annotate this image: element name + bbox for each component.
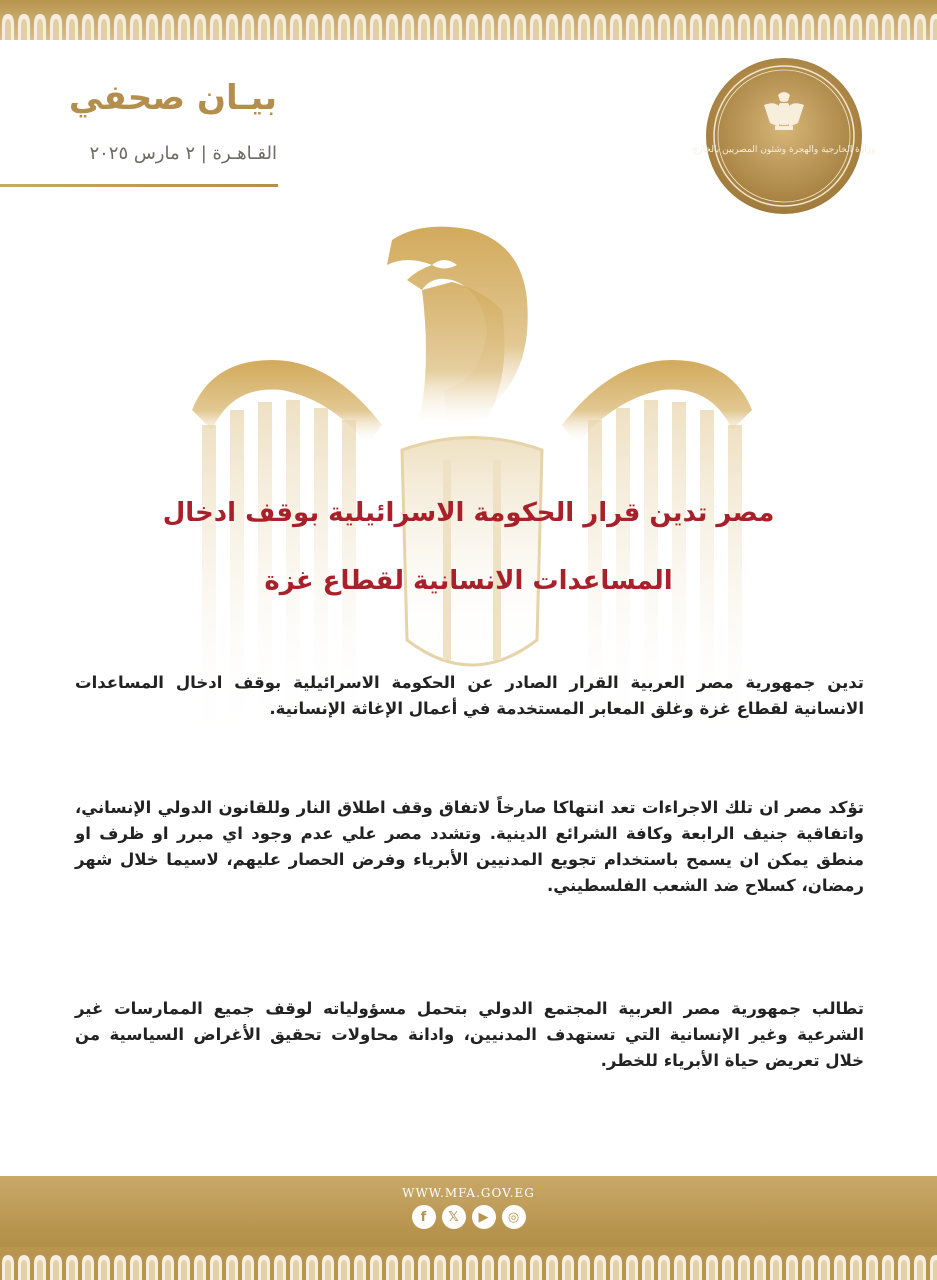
headline-line-2: المساعدات الانسانية لقطاع غزة [264,566,673,596]
page-title: بيـان صحفي [68,78,277,118]
website-link[interactable]: WWW.MFA.GOV.EG [402,1186,535,1200]
header-divider [0,184,278,187]
body-paragraph-3: تطالب جمهورية مصر العربية المجتمع الدولي بتحمل مسؤولياته لوقف جميع الممارسات غير الشرعية وغير الإنسانية التي تستهدف المدنيين، وادانة محاولات تحقيق الأغراض السياسية من خلال تعريض حياة الأبرياء للخطر. [75,999,864,1070]
facebook-icon[interactable]: f [412,1205,436,1229]
dateline: القـاهـرة | ٢ مارس ٢٠٢٥ [89,143,277,164]
ministry-seal-logo [692,57,876,215]
top-ornament-band [0,0,937,40]
instagram-icon[interactable]: ◎ [502,1205,526,1229]
body-paragraph-1: تدين جمهورية مصر العربية القرار الصادر عن الحكومة الاسرائيلية بوقف ادخال المساعدات الانسانية لقطاع غزة وغلق المعابر المستخدمة في أعمال الإغاثة الإنسانية. [75,673,864,718]
x-icon[interactable]: 𝕏 [442,1205,466,1229]
seal-text: وزارة الخارجية والهجرة وشئون المصريين بالخارج [692,145,876,155]
youtube-icon[interactable]: ▶ [472,1205,496,1229]
headline-line-1: مصر تدين قرار الحكومة الاسرائيلية بوقف ادخال [162,498,775,528]
social-links [0,1205,937,1229]
body-paragraph-2: تؤكد مصر ان تلك الاجراءات تعد انتهاكا صارخاً لاتفاق وقف اطلاق النار وللقانون الدولي الإنساني، واتفاقية جنيف الرابعة وكافة الشرائع الدينية. وتشدد مصر علي عدم وجود اي مبرر او ظرف او منطق يمكن ان يسمح باستخدام تجويع المدنيين الأبرياء وفرض الحصار عليهم، لاسيما خلال شهر رمضان، كسلاح ضد الشعب الفلسطيني. [75,798,864,895]
